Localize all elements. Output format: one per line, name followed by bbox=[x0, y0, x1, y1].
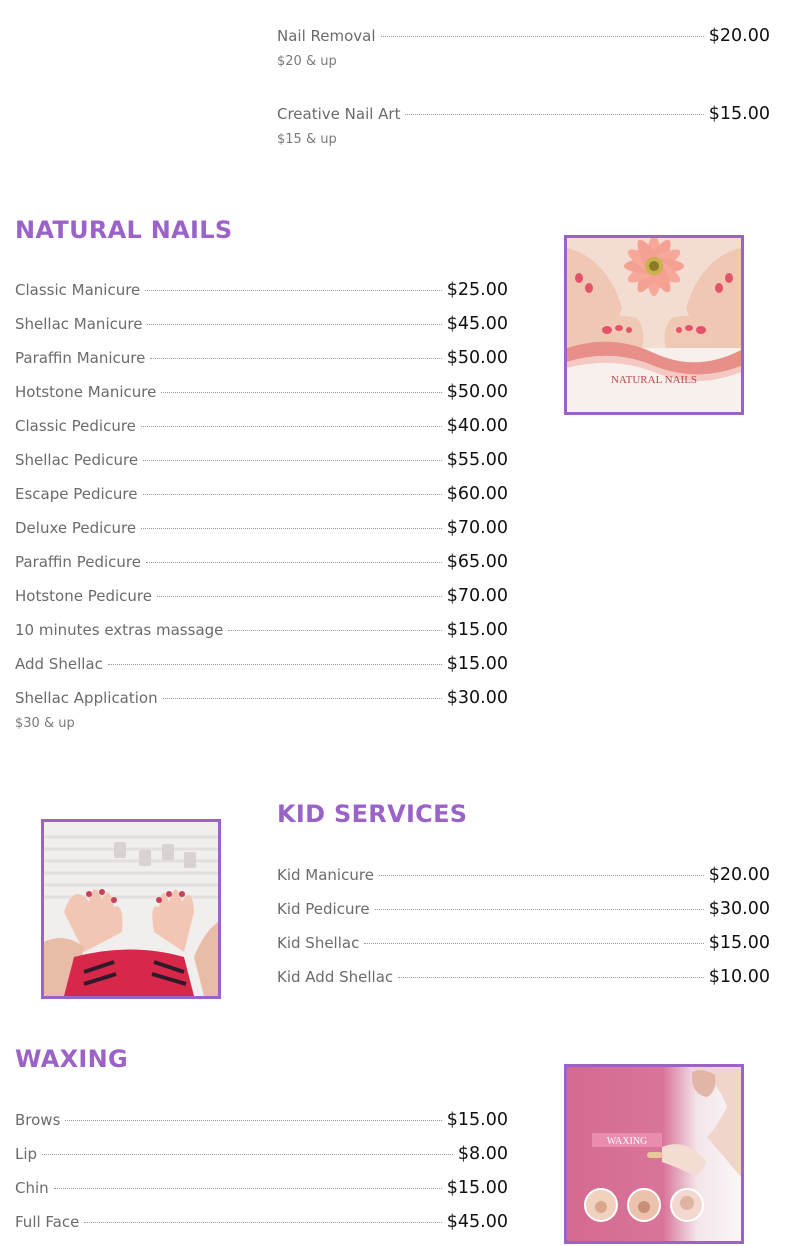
item-name: Shellac Manicure bbox=[15, 315, 143, 333]
menu-item bbox=[15, 552, 508, 576]
menu-item bbox=[15, 688, 508, 712]
menu-item bbox=[277, 967, 770, 991]
item-price: $15.00 bbox=[446, 620, 508, 640]
leader-dots bbox=[405, 114, 703, 115]
leader-dots bbox=[108, 664, 442, 665]
item-name: Shellac Application bbox=[15, 689, 158, 707]
menu-item bbox=[15, 620, 508, 644]
item-price: $45.00 bbox=[446, 1212, 508, 1232]
item-name: Shellac Pedicure bbox=[15, 451, 139, 469]
kid-services-image bbox=[41, 819, 221, 999]
menu-item bbox=[277, 899, 770, 923]
leader-dots bbox=[54, 1188, 442, 1189]
menu-item-creative-nail-art bbox=[277, 104, 770, 128]
item-name: Classic Manicure bbox=[15, 281, 141, 299]
natural-nails-image bbox=[564, 235, 744, 415]
item-price: $15.00 bbox=[446, 1178, 508, 1198]
section-heading-kid-services: KID SERVICES bbox=[277, 800, 468, 828]
item-price: $15.00 bbox=[708, 104, 770, 124]
item-price: $8.00 bbox=[457, 1144, 508, 1164]
item-name: Hotstone Pedicure bbox=[15, 587, 152, 605]
item-price: $30.00 bbox=[446, 688, 508, 708]
waxing-image bbox=[564, 1064, 744, 1244]
item-name: Escape Pedicure bbox=[15, 485, 138, 503]
leader-dots bbox=[381, 36, 704, 37]
item-name: Paraffin Pedicure bbox=[15, 553, 141, 571]
item-price: $55.00 bbox=[446, 450, 508, 470]
menu-item bbox=[15, 586, 508, 610]
item-note: $15 & up bbox=[277, 132, 337, 147]
leader-dots bbox=[146, 562, 442, 563]
item-name: Add Shellac bbox=[15, 655, 103, 673]
item-name: Kid Pedicure bbox=[277, 900, 370, 918]
menu-item bbox=[15, 518, 508, 542]
item-price: $70.00 bbox=[446, 518, 508, 538]
item-price: $25.00 bbox=[446, 280, 508, 300]
item-price: $60.00 bbox=[446, 484, 508, 504]
menu-item bbox=[15, 484, 508, 508]
item-price: $65.00 bbox=[446, 552, 508, 572]
item-price: $15.00 bbox=[708, 933, 770, 953]
item-price: $20.00 bbox=[708, 865, 770, 885]
leader-dots bbox=[65, 1120, 441, 1121]
leader-dots bbox=[398, 977, 704, 978]
menu-item bbox=[15, 348, 508, 372]
item-name: Kid Manicure bbox=[277, 866, 374, 884]
item-name: 10 minutes extras massage bbox=[15, 621, 224, 639]
item-note: $30 & up bbox=[15, 716, 75, 731]
menu-item bbox=[15, 382, 508, 406]
section-heading-natural-nails: NATURAL NAILS bbox=[15, 216, 233, 244]
section-heading-waxing: WAXING bbox=[15, 1045, 128, 1073]
menu-item-nail-removal bbox=[277, 26, 770, 50]
menu-item bbox=[15, 314, 508, 338]
natural-nails-illustration bbox=[567, 238, 741, 412]
leader-dots bbox=[379, 875, 704, 876]
menu-item bbox=[15, 1212, 508, 1236]
menu-item bbox=[15, 654, 508, 678]
item-name: Lip bbox=[15, 1145, 38, 1163]
image-caption: WAXING bbox=[606, 1136, 648, 1147]
item-price: $45.00 bbox=[446, 314, 508, 334]
menu-item bbox=[15, 1178, 508, 1202]
item-name: Full Face bbox=[15, 1213, 80, 1231]
item-name: Creative Nail Art bbox=[277, 105, 401, 123]
item-name: Kid Add Shellac bbox=[277, 968, 394, 986]
leader-dots bbox=[375, 909, 704, 910]
item-price: $50.00 bbox=[446, 382, 508, 402]
item-price: $50.00 bbox=[446, 348, 508, 368]
leader-dots bbox=[364, 943, 703, 944]
menu-item bbox=[15, 416, 508, 440]
item-name: Kid Shellac bbox=[277, 934, 360, 952]
leader-dots bbox=[143, 460, 442, 461]
leader-dots bbox=[147, 324, 441, 325]
menu-item bbox=[15, 1144, 508, 1168]
menu-item bbox=[15, 450, 508, 474]
menu-item bbox=[15, 280, 508, 304]
item-name: Hotstone Manicure bbox=[15, 383, 157, 401]
item-name: Brows bbox=[15, 1111, 61, 1129]
leader-dots bbox=[150, 358, 441, 359]
leader-dots bbox=[141, 426, 442, 427]
item-price: $70.00 bbox=[446, 586, 508, 606]
leader-dots bbox=[143, 494, 442, 495]
item-price: $15.00 bbox=[446, 654, 508, 674]
leader-dots bbox=[145, 290, 441, 291]
leader-dots bbox=[161, 392, 441, 393]
item-name: Classic Pedicure bbox=[15, 417, 136, 435]
leader-dots bbox=[163, 698, 442, 699]
leader-dots bbox=[141, 528, 442, 529]
item-name: Nail Removal bbox=[277, 27, 376, 45]
item-price: $15.00 bbox=[446, 1110, 508, 1130]
item-name: Deluxe Pedicure bbox=[15, 519, 137, 537]
leader-dots bbox=[84, 1222, 441, 1223]
leader-dots bbox=[228, 630, 441, 631]
menu-item bbox=[277, 933, 770, 957]
item-note: $20 & up bbox=[277, 54, 337, 69]
kid-hands-illustration bbox=[44, 822, 218, 996]
waxing-illustration bbox=[567, 1067, 741, 1241]
item-price: $20.00 bbox=[708, 26, 770, 46]
image-caption: NATURAL NAILS bbox=[610, 374, 698, 386]
item-price: $30.00 bbox=[708, 899, 770, 919]
item-name: Chin bbox=[15, 1179, 49, 1197]
menu-item bbox=[15, 1110, 508, 1134]
item-price: $10.00 bbox=[708, 967, 770, 987]
item-name: Paraffin Manicure bbox=[15, 349, 146, 367]
leader-dots bbox=[42, 1154, 453, 1155]
leader-dots bbox=[157, 596, 442, 597]
menu-item bbox=[277, 865, 770, 889]
item-price: $40.00 bbox=[446, 416, 508, 436]
